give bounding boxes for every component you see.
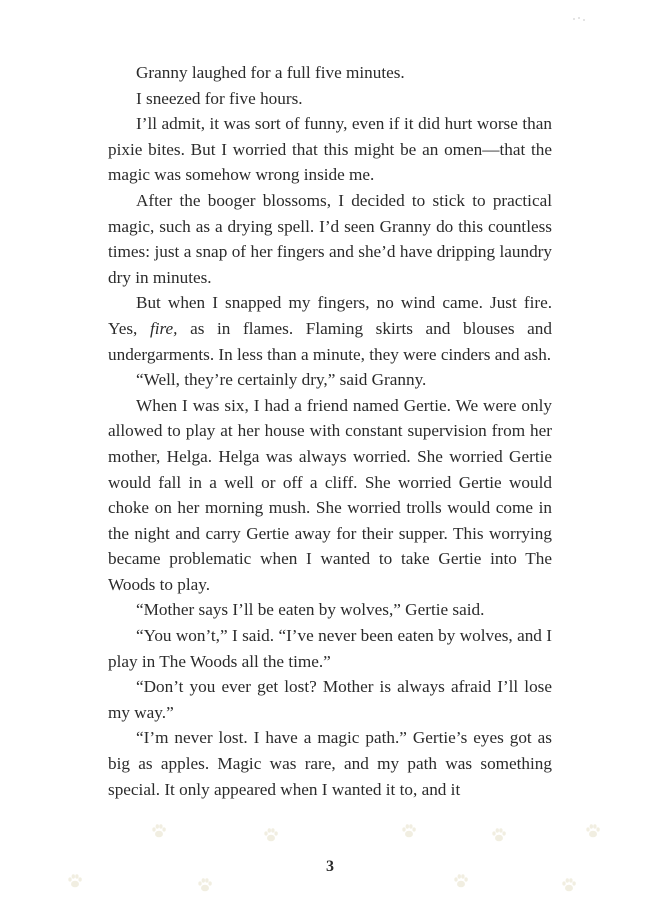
paw-print-icon bbox=[560, 876, 578, 894]
paragraph: After the booger blossoms, I decided to stick to practical magic, such as a drying spell. I’d seen Granny do this countless times: just a snap of her fingers and she’d have dripping laundry dry in minutes. bbox=[108, 190, 552, 287]
paragraph-text: But when I snapped my fingers, no wind came. Just fire. Yes, bbox=[108, 293, 552, 338]
paw-print-icon bbox=[400, 822, 418, 840]
paragraph: “Well, they’re certainly dry,” said Granny. bbox=[136, 370, 427, 390]
paragraph: “You won’t,” I said. “I’ve never been eaten by wolves, and I play in The Woods all the time.” bbox=[108, 626, 552, 671]
paw-print-icon bbox=[584, 822, 602, 840]
body-text bbox=[108, 60, 552, 802]
paragraph: When I was six, I had a friend named Gertie. We were only allowed to play at her house with constant supervision from her mother, Helga. Helga was always worried. She worried Gertie would fall in a well or off a cliff. She worried Gertie would choke on her morning mush. She worried trolls would come in the night and carry Gertie away for their supper. This worrying became problematic when I wanted to take Gertie into The Woods to play. bbox=[108, 395, 552, 594]
paw-print-icon bbox=[262, 826, 280, 844]
italic-word: fire, bbox=[149, 318, 178, 338]
paragraph: I’ll admit, it was sort of funny, even if it did hurt worse than pixie bites. But I worried that this might be an omen—that the magic was somehow wrong inside me. bbox=[108, 114, 552, 185]
paw-print-icon bbox=[196, 876, 214, 894]
page-corner-mark bbox=[572, 10, 586, 18]
paw-print-icon bbox=[150, 822, 168, 840]
paragraph-text: as in flames. Flaming skirts and blouses and undergarments. In less than a minute, they were cinders and ash. bbox=[108, 318, 552, 364]
paragraph bbox=[108, 290, 552, 367]
paw-print-icon bbox=[490, 826, 508, 844]
page-number: 3 bbox=[326, 858, 334, 875]
paragraph: Granny laughed for a full five minutes. bbox=[136, 63, 405, 82]
paragraph: I sneezed for five hours. bbox=[136, 88, 303, 108]
paragraph: “Mother says I’ll be eaten by wolves,” Gertie said. bbox=[136, 600, 485, 620]
paragraph: “I’m never lost. I have a magic path.” Gertie’s eyes got as big as apples. Magic was rare, and my path was something special. It only appeared when I wanted it to, and it bbox=[108, 728, 552, 799]
paragraph: “Don’t you ever get lost? Mother is always afraid I’ll lose my way.” bbox=[108, 677, 552, 722]
